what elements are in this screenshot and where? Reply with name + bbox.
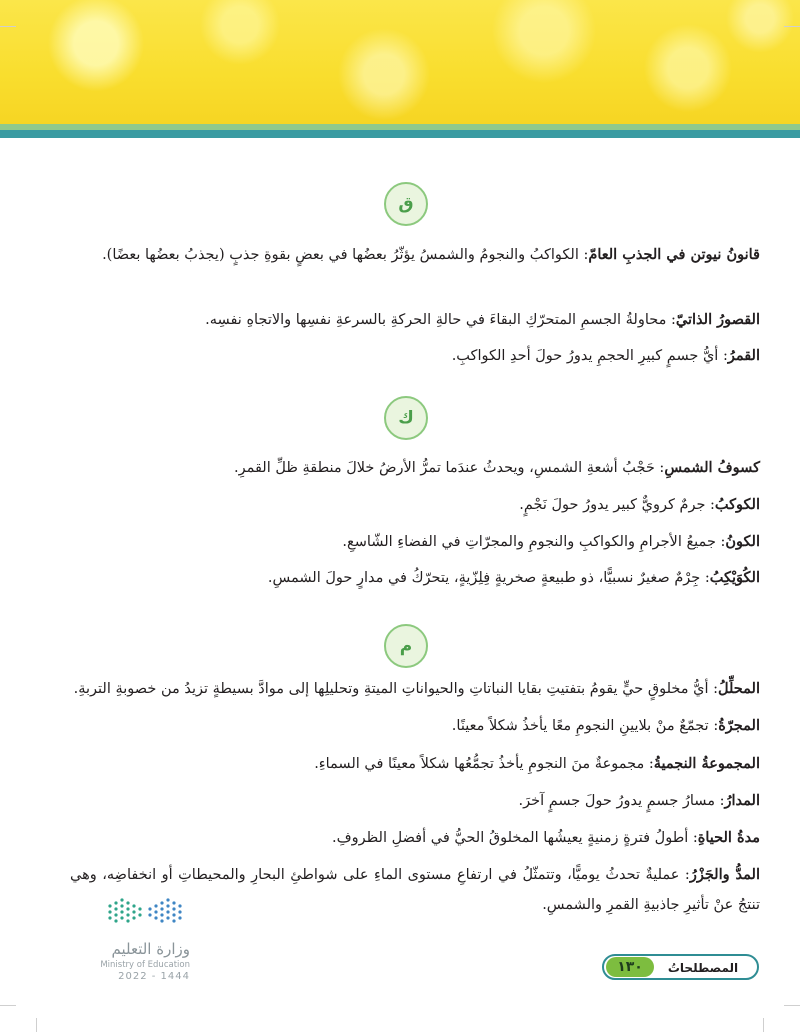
entry-term: الكونُ bbox=[725, 533, 760, 550]
ministry-dots-icon bbox=[106, 896, 186, 926]
glossary-entry bbox=[70, 563, 760, 593]
entry-term: المحلِّلُ bbox=[718, 680, 760, 697]
crop-mark bbox=[36, 1018, 37, 1032]
crop-mark bbox=[0, 26, 16, 27]
glossary-entry bbox=[70, 674, 760, 704]
glossary-entry bbox=[70, 305, 760, 335]
entry-definition: : عمليةٌ تحدثُ يوميًّا، وتتمثّلُ في ارتفاعِ مستوى الماءِ على شواطئِ البحارِ والمحيطاتِ أو انخفاضِه، وهي تنتجُ عنْ تأثيرِ جاذبيةِ القمرِ والشمسِ. bbox=[70, 867, 760, 913]
entry-definition: : أيُّ جسمٍ كبيرِ الحجمِ يدورُ حولَ أحدِ الكواكبِ. bbox=[451, 348, 728, 364]
glossary-entry bbox=[70, 823, 760, 853]
entry-term: كسوفُ الشمسِ bbox=[664, 459, 760, 476]
entry-definition: : أطولُ فترةٍ زمنيةٍ يعيشُها المخلوقُ الحيُّ في أفضلِ الظروفِ. bbox=[332, 830, 698, 846]
entry-definition: : أيُّ مخلوقٍ حيٍّ يقومُ بتفتيتِ بقايا النباتاتِ والحيواناتِ الميتةِ وتحليلِها إلى موادَّ بسيطةٍ تزيدُ من خصوبةِ التربةِ. bbox=[73, 681, 719, 697]
crop-mark bbox=[0, 1005, 16, 1006]
crop-mark bbox=[784, 26, 800, 27]
entry-definition: : تجمّعٌ منْ بلايينِ النجومِ معًا يأخذُ شكلاً معينًا. bbox=[451, 718, 719, 734]
entry-term: القمرُ bbox=[727, 347, 760, 364]
glossary-entry bbox=[70, 711, 760, 741]
glossary-entry bbox=[70, 786, 760, 816]
section-letter-badge: ك bbox=[384, 396, 428, 440]
entry-definition: : الكواكبُ والنجومُ والشمسُ يؤثّرُ بعضُها في بعضٍ بقوةِ جذبٍ (يجذبُ بعضُها بعضًا). bbox=[102, 247, 589, 263]
crop-mark bbox=[784, 1005, 800, 1006]
ministry-year: 2022 - 1444 bbox=[118, 971, 190, 982]
section-letter-badge: م bbox=[384, 624, 428, 668]
footer-section-label: المصطلحاتُ bbox=[667, 961, 739, 975]
entry-definition: : جميعُ الأجرامِ والكواكبِ والنجومِ والمجرّاتِ في الفضاءِ الشّاسعِ. bbox=[342, 534, 726, 550]
header-stripe-teal bbox=[0, 130, 800, 138]
ministry-logo bbox=[60, 896, 190, 996]
entry-term: القصورُ الذاتيّ bbox=[675, 311, 760, 328]
entry-definition: : مسارُ جسمٍ يدورُ حولَ جسمٍ آخرَ. bbox=[518, 793, 725, 809]
header-banner bbox=[0, 0, 800, 124]
glossary-entry bbox=[70, 527, 760, 557]
entry-term: الكوكبُ bbox=[714, 496, 760, 513]
glossary-entry bbox=[70, 749, 760, 779]
entry-definition: : حَجْبُ أشعةِ الشمسِ، ويحدثُ عندَما تمرُّ الأرضُ خلالَ منطقةِ ظلِّ القمرِ. bbox=[233, 460, 665, 476]
glossary-entry bbox=[70, 453, 760, 483]
ministry-name-arabic: وزارة التعليم bbox=[111, 940, 190, 958]
entry-term: المدُّ والجَزْرُ bbox=[689, 866, 760, 883]
entry-term: الكُوَيْكِبُ bbox=[709, 569, 760, 586]
entry-term: المجموعةُ النجميةُ bbox=[653, 755, 760, 772]
ministry-name-english: Ministry of Education bbox=[100, 960, 190, 970]
entry-term: مدةُ الحياةِ bbox=[697, 829, 760, 846]
glossary-entry bbox=[70, 240, 760, 270]
entry-term: المدارُ bbox=[724, 792, 760, 809]
entry-definition: : جِرْمٌ صغيرٌ نسبيًّا، ذو طبيعةٍ صخريةٍ فِلِزّيةٍ، يتحرّكُ في مدارٍ حولَ الشمسِ. bbox=[267, 570, 710, 586]
entry-definition: : محاولةُ الجسمِ المتحرّكِ البقاءَ في حالةِ الحركةِ بالسرعةِ نفسِها والاتجاهِ نفسِه. bbox=[205, 312, 676, 328]
entry-term: المجرّةُ bbox=[718, 717, 760, 734]
page-number: ١٣٠ bbox=[606, 957, 654, 977]
entry-definition: : مجموعةٌ منَ النجومِ يأخذُ تجمُّعُها شكلاً معينًا في السماءِ. bbox=[314, 756, 654, 772]
crop-mark bbox=[763, 1018, 764, 1032]
glossary-entry bbox=[70, 490, 760, 520]
section-letter-badge: ق bbox=[384, 182, 428, 226]
entry-term: قانونُ نيوتن في الجذبِ العامّ bbox=[588, 246, 760, 263]
glossary-entry bbox=[70, 341, 760, 371]
entry-definition: : جرمٌ كرويٌّ كبير يدورُ حولَ نَجْمٍ. bbox=[519, 497, 715, 513]
